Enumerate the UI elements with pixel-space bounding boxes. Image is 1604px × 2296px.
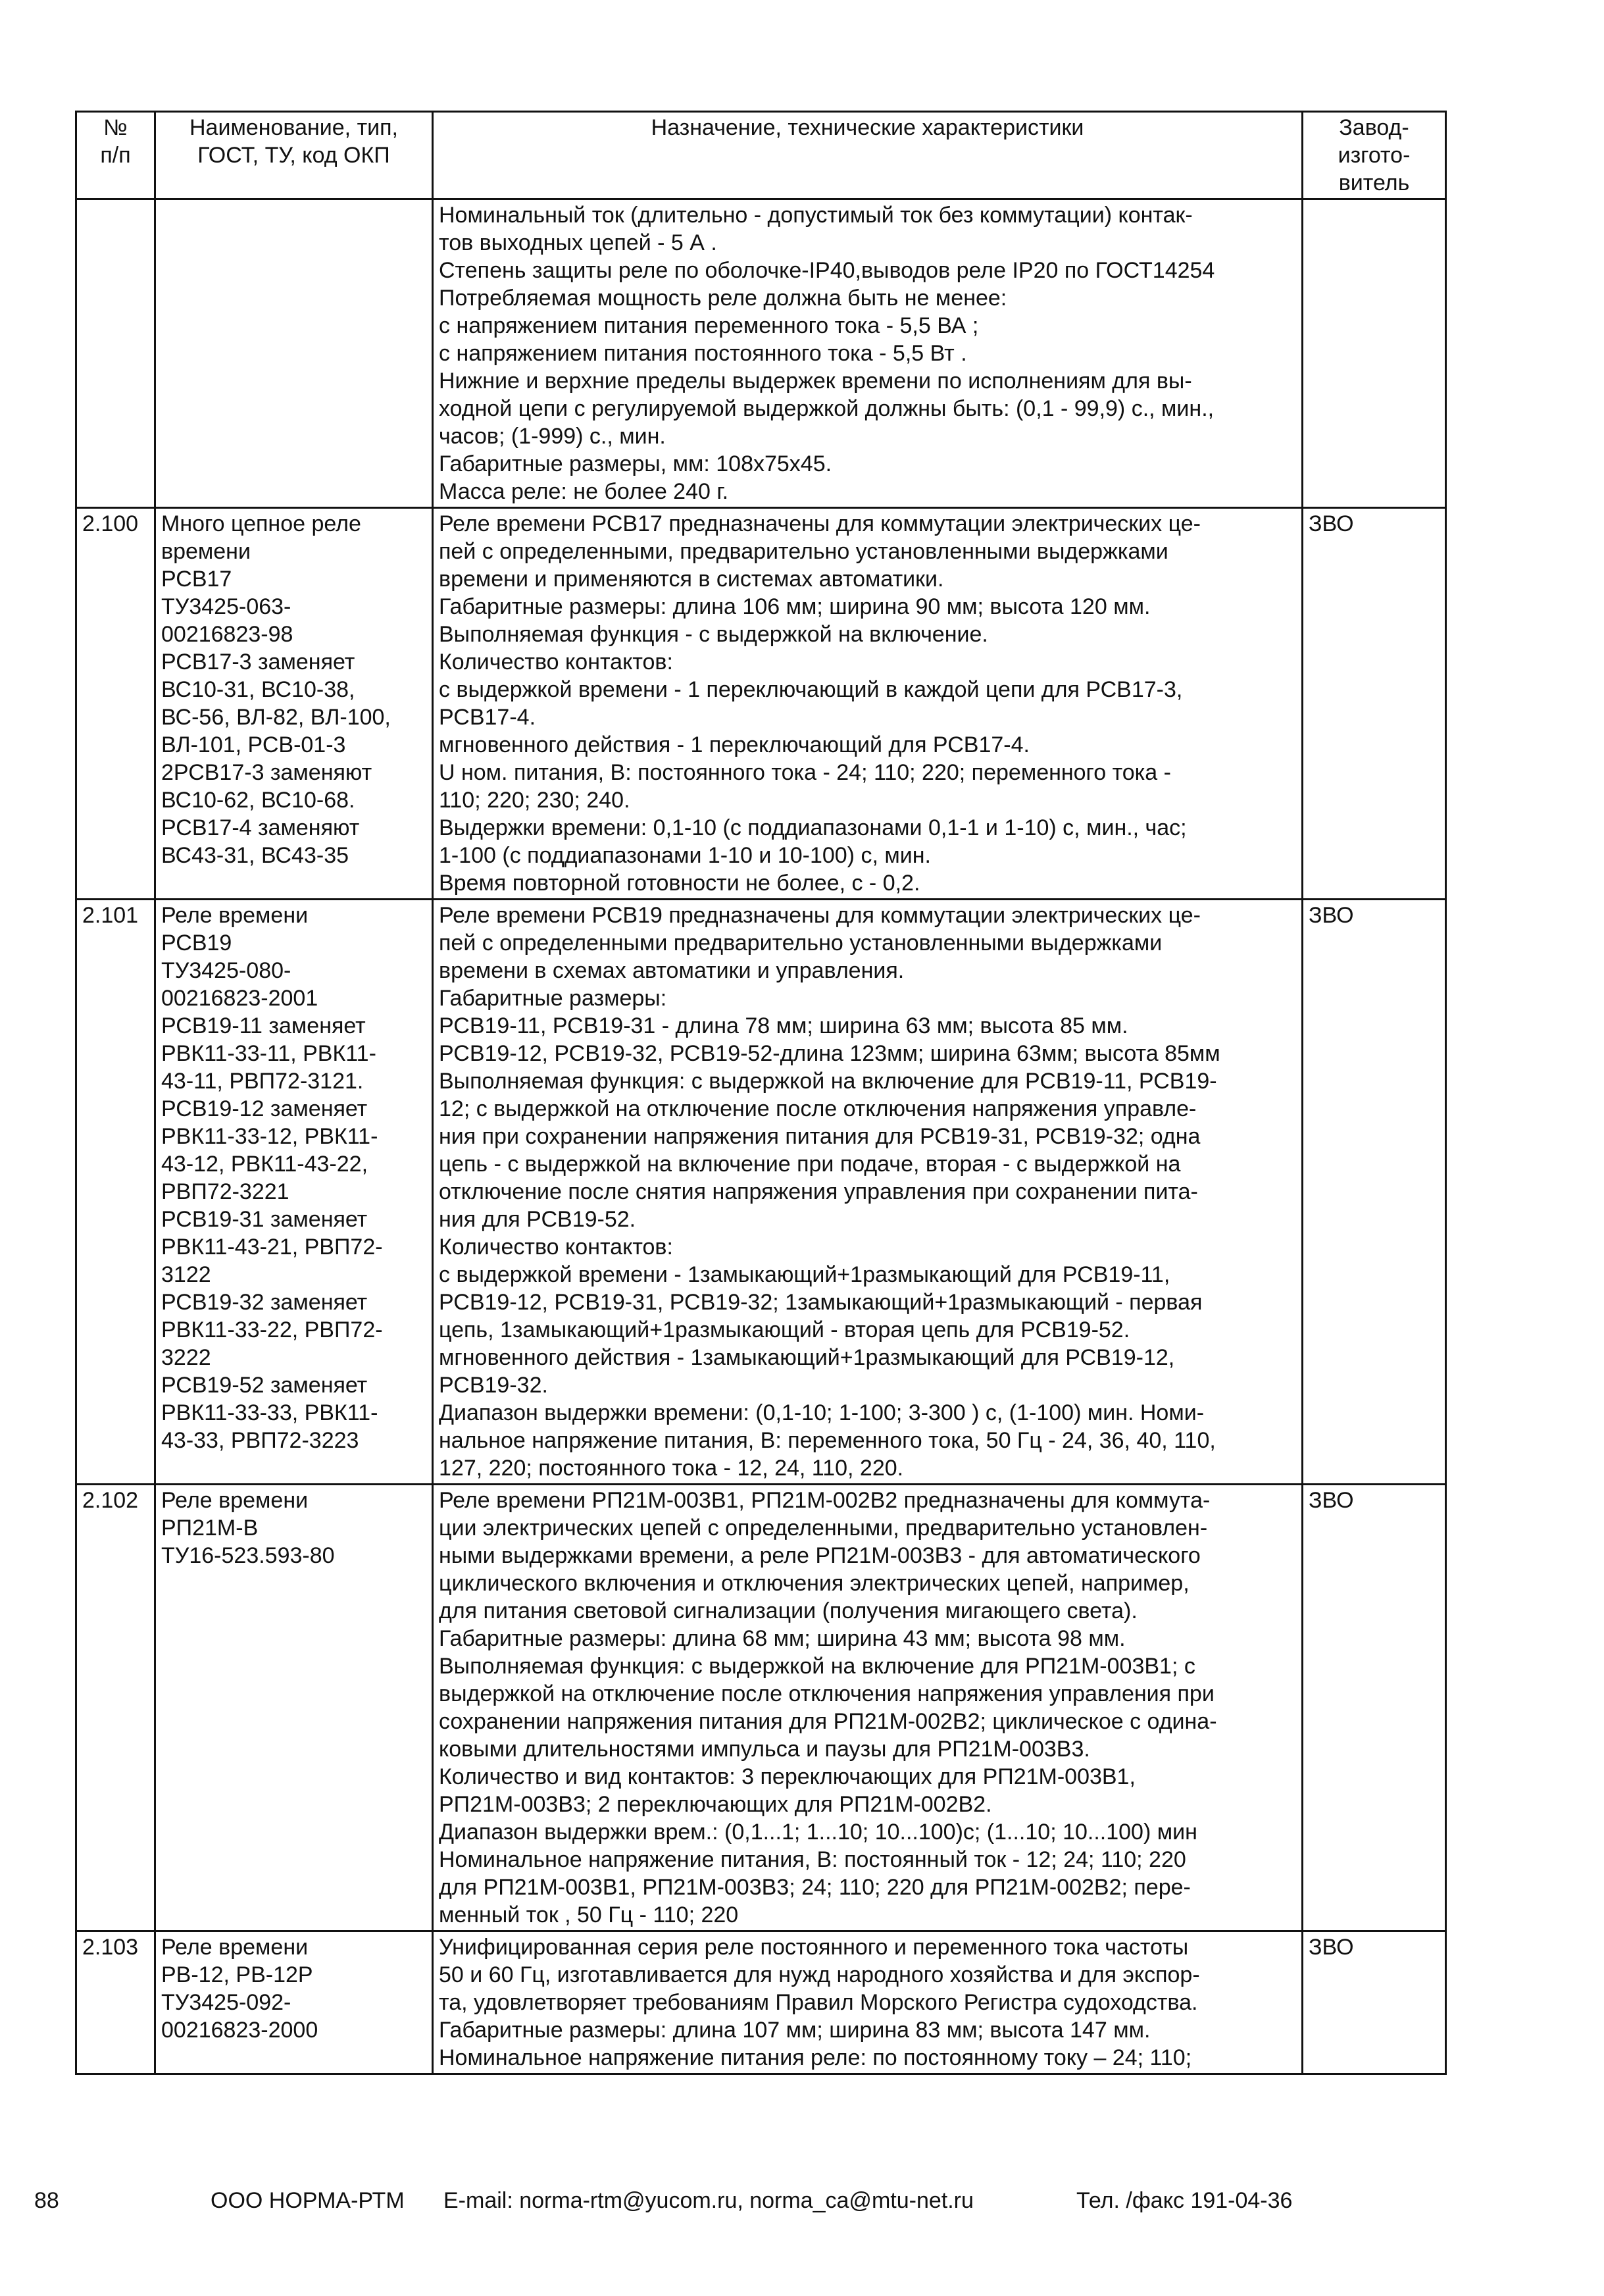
- description-line: нальное напряжение питания, В: переменного тока, 50 Гц - 24, 36, 40, 110,: [439, 1428, 1216, 1453]
- description-line: с выдержкой времени - 1 переключающий в каждой цепи для РСВ17-3,: [439, 677, 1183, 702]
- description-line: ными выдержками времени, а реле РП21М-003В3 - для автоматического: [439, 1543, 1201, 1568]
- description-line: Диапазон выдержки врем.: (0,1...1; 1...10; 10...100)с; (1...10; 10...100) мин: [439, 1820, 1197, 1845]
- contact-emails: E-mail: norma-rtm@yucom.ru, norma_ca@mtu-net.ru: [443, 2188, 974, 2213]
- description-line: РСВ19-12, РСВ19-32, РСВ19-52-длина 123мм; ширина 63мм; высота 85мм: [439, 1041, 1220, 1066]
- description-line: РСВ17-4.: [439, 705, 536, 730]
- page-number: 88: [34, 2188, 59, 2213]
- description-line: та, удовлетворяет требованиям Правил Морского Регистра судоходства.: [439, 1990, 1198, 2015]
- product-name-line: РП21М-В: [161, 1516, 259, 1541]
- header-mfr: Завод- изгото- витель: [1303, 112, 1446, 199]
- description-line: мгновенного действия - 1 переключающий для РСВ17-4.: [439, 732, 1030, 757]
- company-name: ООО НОРМА-РТМ: [211, 2188, 405, 2213]
- header-num: № п/п: [76, 112, 155, 199]
- description-line: тов выходных цепей - 5 А .: [439, 230, 717, 255]
- description-line: отключение после снятия напряжения управления при сохранении пита-: [439, 1179, 1198, 1204]
- manufacturer-cell: [1303, 1485, 1446, 1931]
- header-desc: Назначение, технические характеристики: [433, 112, 1303, 199]
- description-line: мгновенного действия - 1замыкающий+1размыкающий для РСВ19-12,: [439, 1345, 1175, 1370]
- description-line: времени в схемах автоматики и управления.: [439, 958, 905, 983]
- table-body: [76, 199, 1446, 2074]
- description-line: для РП21М-003В1, РП21М-003В3; 24; 110; 220 для РП21М-002В2; пере-: [439, 1875, 1191, 1900]
- product-name-line: РВК11-43-21, РВП72-: [161, 1235, 383, 1260]
- description-line: ния для РСВ19-52.: [439, 1207, 636, 1232]
- description-line: U ном. питания, В: постоянного тока - 24; 110; 220; переменного тока -: [439, 760, 1171, 785]
- description-line: 127, 220; постоянного тока - 12, 24, 110, 220.: [439, 1456, 904, 1481]
- description-cell: [433, 1931, 1303, 2074]
- product-name-line: 43-12, РВК11-43-22,: [161, 1152, 368, 1177]
- row-number-cell: [76, 900, 155, 1485]
- table-row: [76, 900, 1446, 1485]
- product-name-line: 00216823-2001: [161, 986, 318, 1011]
- description-line: часов; (1-999) с., мин.: [439, 424, 666, 449]
- description-cell: [433, 199, 1303, 508]
- product-name-line: ВС43-31, ВС43-35: [161, 843, 349, 868]
- row-number: 2.103: [82, 1935, 139, 1960]
- row-number: 2.100: [82, 511, 139, 536]
- product-name-line: Много цепное реле: [161, 511, 361, 536]
- description-line: сохранении напряжения питания для РП21М-002В2; циклическое с одина-: [439, 1709, 1217, 1734]
- description-line: Масса реле: не более 240 г.: [439, 479, 729, 504]
- description-line: Количество и вид контактов: 3 переключающих для РП21М-003В1,: [439, 1764, 1136, 1789]
- product-name-cell: [155, 1931, 433, 2074]
- description-line: РП21М-003В3; 2 переключающих для РП21М-002В2.: [439, 1792, 992, 1817]
- product-name-cell: [155, 508, 433, 900]
- description-line: Номинальное напряжение питания, В: постоянный ток - 12; 24; 110; 220: [439, 1847, 1186, 1872]
- description-line: Габаритные размеры:: [439, 986, 667, 1011]
- product-name-cell: [155, 199, 433, 508]
- description-line: 50 и 60 Гц, изготавливается для нужд народного хозяйства и для экспор-: [439, 1962, 1200, 1987]
- product-name-line: 00216823-98: [161, 622, 293, 647]
- product-name-line: 3222: [161, 1345, 211, 1370]
- description-line: Номинальный ток (длительно - допустимый ток без коммутации) контак-: [439, 203, 1193, 228]
- table-row: [76, 508, 1446, 900]
- description-line: Габаритные размеры: длина 107 мм; ширина 83 мм; высота 147 мм.: [439, 2018, 1151, 2043]
- description-line: Выполняемая функция - с выдержкой на включение.: [439, 622, 988, 647]
- product-name-line: РСВ19-31 заменяет: [161, 1207, 368, 1232]
- contact-phone: Тел. /факс 191-04-36: [1076, 2188, 1293, 2213]
- table-row: [76, 199, 1446, 508]
- product-name-line: 00216823-2000: [161, 2018, 318, 2043]
- description-line: выдержкой на отключение после отключения напряжения управления при: [439, 1681, 1215, 1706]
- description-line: Количество контактов:: [439, 1235, 673, 1260]
- spec-table: [75, 111, 1447, 2075]
- product-name-line: времени: [161, 539, 251, 564]
- description-line: с выдержкой времени - 1замыкающий+1размыкающий для РСВ19-11,: [439, 1262, 1170, 1287]
- product-name-cell: [155, 1485, 433, 1931]
- description-line: РСВ19-32.: [439, 1373, 548, 1398]
- description-line: пей с определенными предварительно установленными выдержками: [439, 931, 1163, 956]
- row-number: 2.101: [82, 903, 139, 928]
- row-number: 2.102: [82, 1488, 139, 1513]
- manufacturer-cell: [1303, 900, 1446, 1485]
- product-name-line: РВП72-3221: [161, 1179, 289, 1204]
- description-line: цепь, 1замыкающий+1размыкающий - вторая цепь для РСВ19-52.: [439, 1317, 1130, 1342]
- description-cell: [433, 1485, 1303, 1931]
- product-name-line: РСВ19-11 заменяет: [161, 1013, 366, 1038]
- product-name-line: РВК11-33-33, РВК11-: [161, 1400, 378, 1425]
- product-name-line: РВ-12, РВ-12Р: [161, 1962, 313, 1987]
- product-name-line: ТУ3425-063-: [161, 594, 291, 619]
- product-name-line: РСВ17-3 заменяет: [161, 650, 355, 675]
- description-line: Нижние и верхние пределы выдержек времени по исполнениям для вы-: [439, 369, 1192, 394]
- description-line: Габаритные размеры: длина 68 мм; ширина 43 мм; высота 98 мм.: [439, 1626, 1126, 1651]
- product-name-line: ТУ3425-092-: [161, 1990, 291, 2015]
- product-name-line: ТУ16-523.593-80: [161, 1543, 335, 1568]
- description-line: времени и применяются в системах автоматики.: [439, 567, 944, 592]
- product-name-line: Реле времени: [161, 1935, 309, 1960]
- product-name-line: РВК11-33-22, РВП72-: [161, 1317, 383, 1342]
- description-line: Реле времени РП21М-003В1, РП21М-002В2 предназначены для коммута-: [439, 1488, 1211, 1513]
- row-number-cell: [76, 199, 155, 508]
- description-line: Степень защиты реле по оболочке-IP40,выводов реле IP20 по ГОСТ14254: [439, 258, 1215, 283]
- description-line: Габаритные размеры, мм: 108х75х45.: [439, 451, 832, 476]
- description-line: ния при сохранении напряжения питания для РСВ19-31, РСВ19-32; одна: [439, 1124, 1201, 1149]
- description-line: Количество контактов:: [439, 650, 673, 675]
- product-name-line: ВЛ-101, РСВ-01-3: [161, 732, 346, 757]
- product-name-line: ВС-56, ВЛ-82, ВЛ-100,: [161, 705, 391, 730]
- description-line: ковыми длительностями импульса и паузы для РП21М-003В3.: [439, 1737, 1090, 1762]
- description-line: Потребляемая мощность реле должна быть не менее:: [439, 286, 1007, 311]
- manufacturer-cell: [1303, 508, 1446, 900]
- description-cell: [433, 508, 1303, 900]
- manufacturer: ЗВО: [1309, 1488, 1354, 1513]
- description-line: Выдержки времени: 0,1-10 (с поддиапазонами 0,1-1 и 1-10) с, мин., час;: [439, 815, 1187, 840]
- manufacturer-cell: [1303, 199, 1446, 508]
- row-number-cell: [76, 508, 155, 900]
- description-line: Габаритные размеры: длина 106 мм; ширина 90 мм; высота 120 мм.: [439, 594, 1151, 619]
- product-name-line: 43-33, РВП72-3223: [161, 1428, 359, 1453]
- product-name-line: ВС10-31, ВС10-38,: [161, 677, 355, 702]
- product-name-line: 43-11, РВП72-3121.: [161, 1069, 364, 1094]
- product-name-line: РВК11-33-11, РВК11-: [161, 1041, 376, 1066]
- description-line: для питания световой сигнализации (получения мигающего света).: [439, 1598, 1138, 1623]
- product-name-line: Реле времени: [161, 1488, 309, 1513]
- product-name-line: РСВ19-32 заменяет: [161, 1290, 368, 1315]
- description-line: с напряжением питания переменного тока - 5,5 ВА ;: [439, 313, 979, 338]
- description-line: цепь - с выдержкой на включение при подаче, вторая - с выдержкой на: [439, 1152, 1181, 1177]
- product-name-line: РСВ17: [161, 567, 232, 592]
- manufacturer-cell: [1303, 1931, 1446, 2074]
- row-number-cell: [76, 1931, 155, 2074]
- description-line: 110; 220; 230; 240.: [439, 788, 630, 813]
- description-line: ции электрических цепей с определенными, предварительно установлен-: [439, 1516, 1208, 1541]
- manufacturer: ЗВО: [1309, 903, 1354, 928]
- description-line: Выполняемая функция: с выдержкой на включение для РП21М-003В1; с: [439, 1654, 1195, 1679]
- description-line: РСВ19-11, РСВ19-31 - длина 78 мм; ширина 63 мм; высота 85 мм.: [439, 1013, 1128, 1038]
- header-name: Наименование, тип, ГОСТ, ТУ, код ОКП: [155, 112, 433, 199]
- row-number-cell: [76, 1485, 155, 1931]
- product-name-line: РВК11-33-12, РВК11-: [161, 1124, 378, 1149]
- description-line: Диапазон выдержки времени: (0,1-10; 1-100; 3-300 ) с, (1-100) мин. Номи-: [439, 1400, 1205, 1425]
- manufacturer: ЗВО: [1309, 1935, 1354, 1960]
- description-line: Номинальное напряжение питания реле: по постоянному току – 24; 110;: [439, 2045, 1192, 2070]
- description-cell: [433, 900, 1303, 1485]
- description-line: 1-100 (с поддиапазонами 1-10 и 10-100) с, мин.: [439, 843, 931, 868]
- product-name-line: 3122: [161, 1262, 211, 1287]
- product-name-cell: [155, 900, 433, 1485]
- table-row: [76, 1931, 1446, 2074]
- description-line: ходной цепи с регулируемой выдержкой должны быть: (0,1 - 99,9) с., мин.,: [439, 396, 1215, 421]
- description-line: Реле времени РСВ19 предназначены для коммутации электрических це-: [439, 903, 1201, 928]
- description-line: циклического включения и отключения электрических цепей, например,: [439, 1571, 1190, 1596]
- product-name-line: ТУ3425-080-: [161, 958, 291, 983]
- product-name-line: 2РСВ17-3 заменяют: [161, 760, 372, 785]
- product-name-line: РСВ19-52 заменяет: [161, 1373, 368, 1398]
- product-name-line: ВС10-62, ВС10-68.: [161, 788, 355, 813]
- description-line: с напряжением питания постоянного тока - 5,5 Вт .: [439, 341, 967, 366]
- description-line: РСВ19-12, РСВ19-31, РСВ19-32; 1замыкающий+1размыкающий - первая: [439, 1290, 1203, 1315]
- description-line: Выполняемая функция: с выдержкой на включение для РСВ19-11, РСВ19-: [439, 1069, 1217, 1094]
- description-line: Время повторной готовности не более, с - 0,2.: [439, 871, 920, 896]
- description-line: Унифицированная серия реле постоянного и переменного тока частоты: [439, 1935, 1189, 1960]
- description-line: менный ток , 50 Гц - 110; 220: [439, 1902, 739, 1927]
- description-line: пей с определенными, предварительно установленными выдержками: [439, 539, 1168, 564]
- product-name-line: Реле времени: [161, 903, 309, 928]
- product-name-line: РСВ17-4 заменяют: [161, 815, 360, 840]
- table-row: [76, 1485, 1446, 1931]
- description-line: Реле времени РСВ17 предназначены для коммутации электрических це-: [439, 511, 1201, 536]
- product-name-line: РСВ19: [161, 931, 232, 956]
- manufacturer: ЗВО: [1309, 511, 1354, 536]
- description-line: 12; с выдержкой на отключение после отключения напряжения управле-: [439, 1096, 1197, 1121]
- product-name-line: РСВ19-12 заменяет: [161, 1096, 368, 1121]
- header-row: [76, 112, 1446, 199]
